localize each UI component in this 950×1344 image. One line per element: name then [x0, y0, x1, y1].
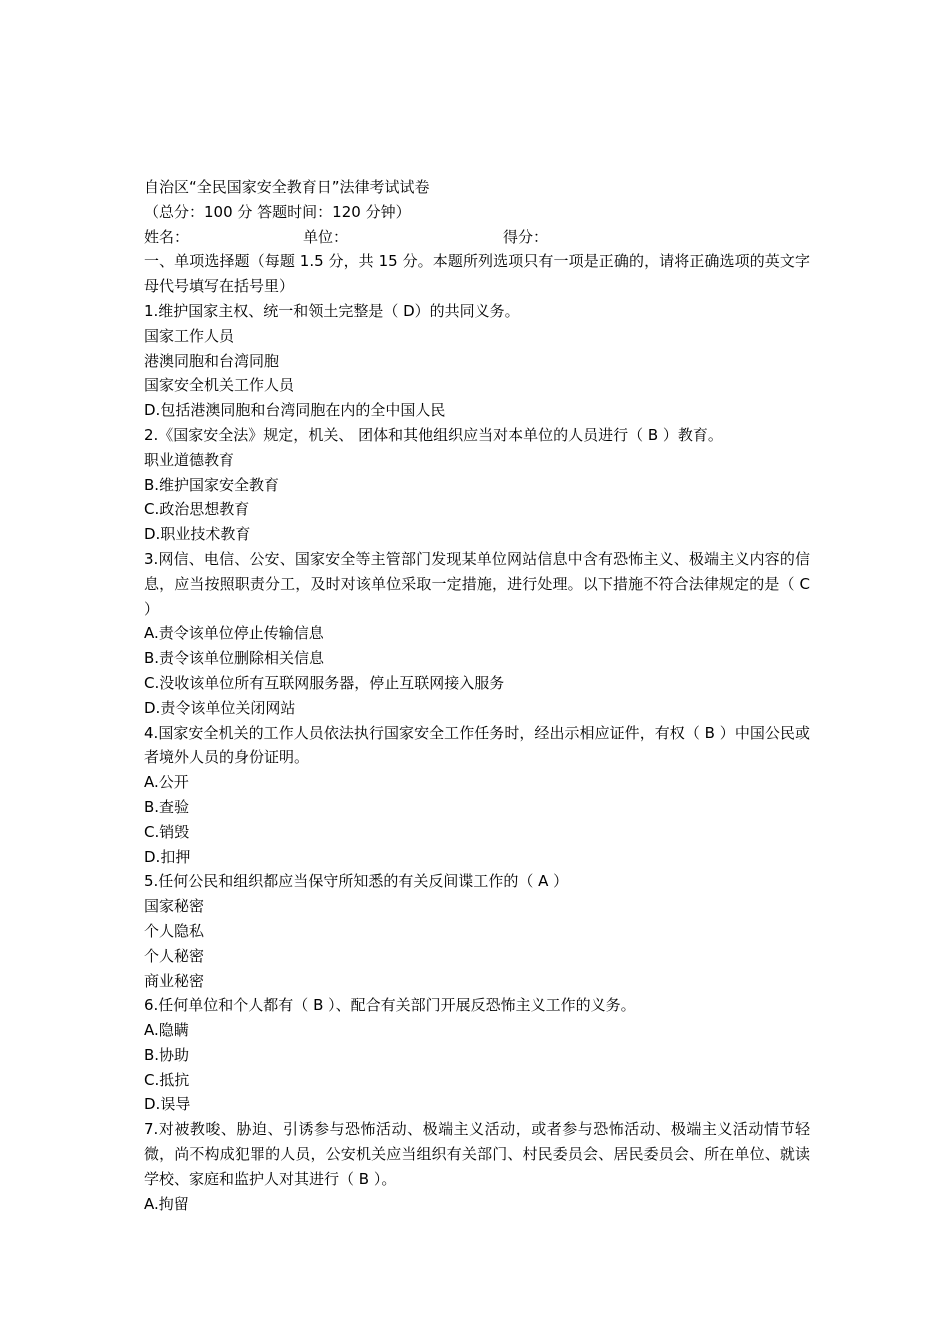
examinee-info-row: [144, 225, 810, 250]
question-option: 个人隐私: [144, 921, 205, 940]
exam-title: 自治区“全民国家安全教育日”法律考试试卷: [144, 178, 430, 196]
question-option: B.责令该单位删除相关信息: [144, 649, 325, 668]
question-option: 个人秘密: [144, 946, 205, 965]
question-option: C.销毁: [144, 822, 190, 841]
question-stem: 6.任何单位和个人都有（ B ）、配合有关部门开展反恐怖主义工作的义务。: [144, 996, 636, 1015]
question-option: B.查验: [144, 797, 190, 816]
question-stem: 4.国家安全机关的工作人员依法执行国家安全工作任务时，经出示相应证件，有权（ B ）中国公民或者境外人员的身份证明。: [144, 723, 810, 767]
question-option: 国家安全机关工作人员: [144, 376, 295, 395]
question-stem: 3.网信、电信、公安、国家安全等主管部门发现某单位网站信息中含有恐怖主义、极端主义内容的信息，应当按照职责分工，及时对该单位采取一定措施，进行处理。以下措施不符合法律规定的是（ C ）: [144, 549, 810, 618]
question-option: D.职业技术教育: [144, 525, 251, 544]
question-option: C.抵抗: [144, 1070, 190, 1089]
question-option: A.责令该单位停止传输信息: [144, 624, 324, 643]
unit-label: 单位：: [303, 227, 349, 246]
section-heading: 一、单项选择题（每题 1.5 分，共 15 分。本题所列选项只有一项是正确的，请将正确选项的英文字母代号填写在括号里）: [144, 252, 810, 296]
score-label: 得分：: [503, 227, 549, 246]
question-stem: 1.维护国家主权、统一和领土完整是（ D）的共同义务。: [144, 301, 520, 320]
question-option: D.误导: [144, 1095, 191, 1114]
question-option: B.维护国家安全教育: [144, 475, 280, 494]
question-option: C.没收该单位所有互联网服务器，停止互联网接入服务: [144, 673, 505, 692]
question-option: C.政治思想教育: [144, 500, 250, 519]
question-option: A.公开: [144, 773, 189, 792]
question-option: 商业秘密: [144, 971, 205, 990]
question-option: A.隐瞒: [144, 1021, 189, 1040]
question-option: 职业道德教育: [144, 450, 235, 469]
question-option: B.协助: [144, 1045, 190, 1064]
question-option: 港澳同胞和台湾同胞: [144, 351, 280, 370]
question-option: D.包括港澳同胞和台湾同胞在内的全中国人民: [144, 401, 446, 420]
question-stem: 7.对被教唆、胁迫、引诱参与恐怖活动、极端主义活动，或者参与恐怖活动、极端主义活动情节轻微，尚不构成犯罪的人员，公安机关应当组织有关部门、村民委员会、居民委员会、所在单位、就读学校、家庭和监护人对其进行（ B ）。: [144, 1120, 810, 1188]
exam-document: [144, 175, 810, 1216]
question-option: 国家秘密: [144, 897, 205, 916]
question-option: D.责令该单位关闭网站: [144, 698, 296, 717]
question-stem: 5.任何公民和组织都应当保守所知悉的有关反间谍工作的（ A ）: [144, 872, 569, 891]
exam-subtitle: （总分：100 分 答题时间：120 分钟）: [144, 202, 411, 221]
question-option: D.扣押: [144, 847, 191, 866]
question-option: 国家工作人员: [144, 326, 235, 345]
name-label: 姓名：: [144, 227, 190, 246]
question-stem: 2.《国家安全法》规定，机关、 团体和其他组织应当对本单位的人员进行（ B ）教育。: [144, 425, 723, 444]
question-option: A.拘留: [144, 1194, 189, 1213]
